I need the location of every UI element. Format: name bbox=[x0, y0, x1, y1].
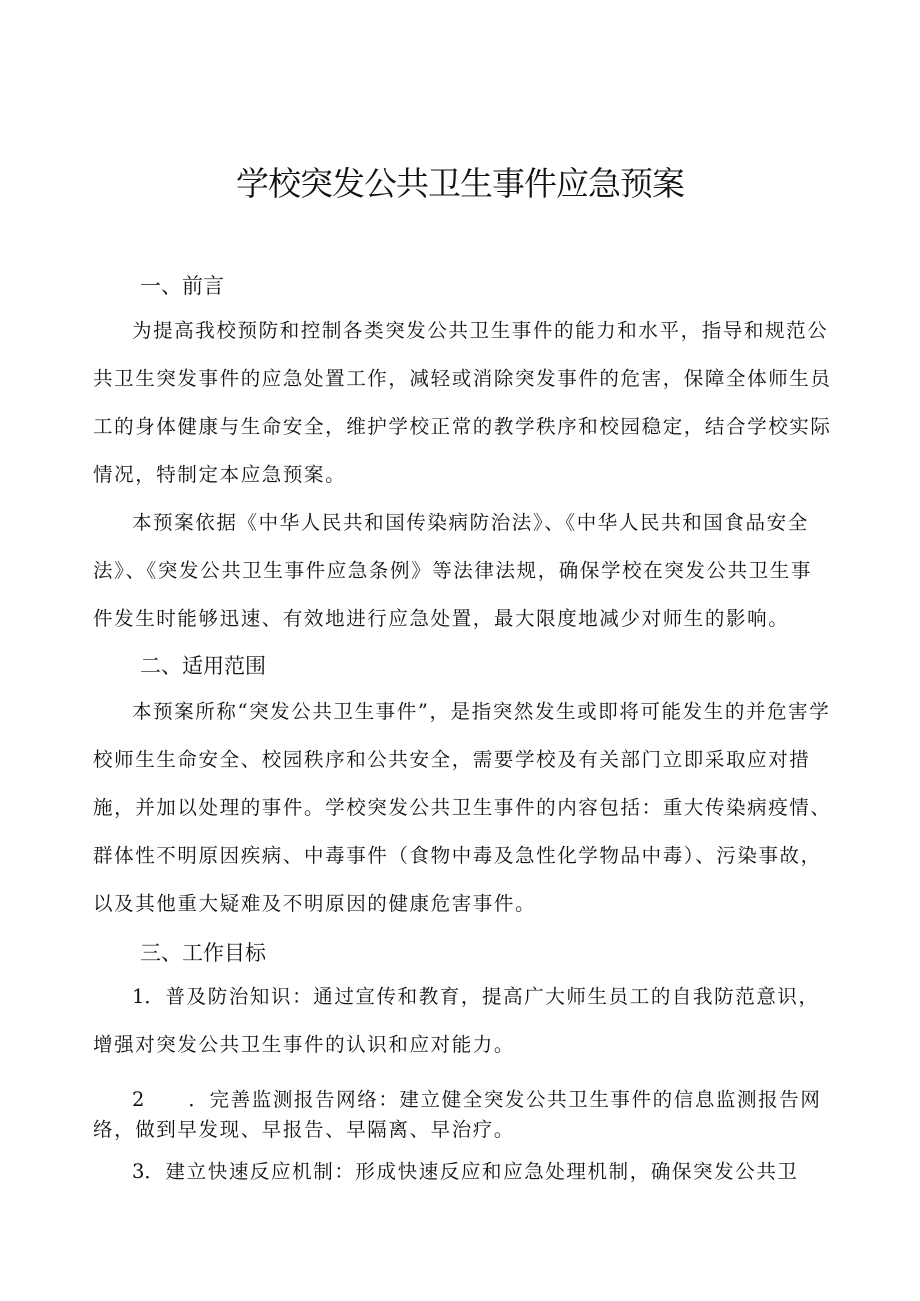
preface-paragraph-1: 为提高我校预防和控制各类突发公共卫生事件的能力和水平，指导和规范公共卫生突发事件的应急处置工作，减轻或消除突发事件的危害，保障全体师生员工的身体健康与生命安全，维护学校正常的教学秩序和校园稳定，结合学校实际情况，特制定本应急预案。 bbox=[93, 319, 832, 486]
goal-item-text: ．完善监测报告网络：建立健全突发公共卫生事件的信息监测报告网络，做到早发现、早报告、早隔离、早治疗。 bbox=[93, 1088, 822, 1141]
section-heading-preface: 一、前言 bbox=[140, 274, 224, 298]
goal-item-text: ．普及防治知识：通过宣传和教育，提高广大师生员工的自我防范意识，增强对突发公共卫生事件的认识和应对能力。 bbox=[93, 985, 820, 1056]
goal-item-number: 3 bbox=[132, 1160, 145, 1183]
goal-item-number: 2 bbox=[132, 1088, 145, 1111]
section-heading-scope: 二、适用范围 bbox=[140, 654, 266, 678]
scope-paragraph: 本预案所称“突发公共卫生事件”，是指突然发生或即将可能发生的并危害学校师生生命安全、校园秩序和公共安全，需要学校及有关部门立即采取应对措施，并加以处理的事件。学校突发公共卫生事件的内容包括：重大传染病疫情、群体性不明原因疾病、中毒事件（食物中毒及急性化学物品中毒）、污染事故，以及其他重大疑难及不明原因的健康危害事件。 bbox=[93, 700, 832, 915]
section-heading-goals: 三、工作目标 bbox=[140, 941, 266, 965]
goal-item-number: 1 bbox=[132, 985, 145, 1008]
preface-paragraph-2: 本预案依据《中华人民共和国传染病防治法》、《中华人民共和国食品安全法》、《突发公共卫生事件应急条例》等法律法规，确保学校在突发公共卫生事件发生时能够迅速、有效地进行应急处置，最大限度地减少对师生的影响。 bbox=[93, 511, 813, 630]
goal-item-2 bbox=[93, 1085, 833, 1145]
goal-item-text: ．建立快速反应机制：形成快速反应和应急处理机制，确保突发公共卫 bbox=[144, 1160, 799, 1183]
document-title: 学校突发公共卫生事件应急预案 bbox=[236, 164, 684, 203]
goal-item-1 bbox=[93, 973, 833, 1069]
goal-item-3 bbox=[93, 1148, 833, 1196]
